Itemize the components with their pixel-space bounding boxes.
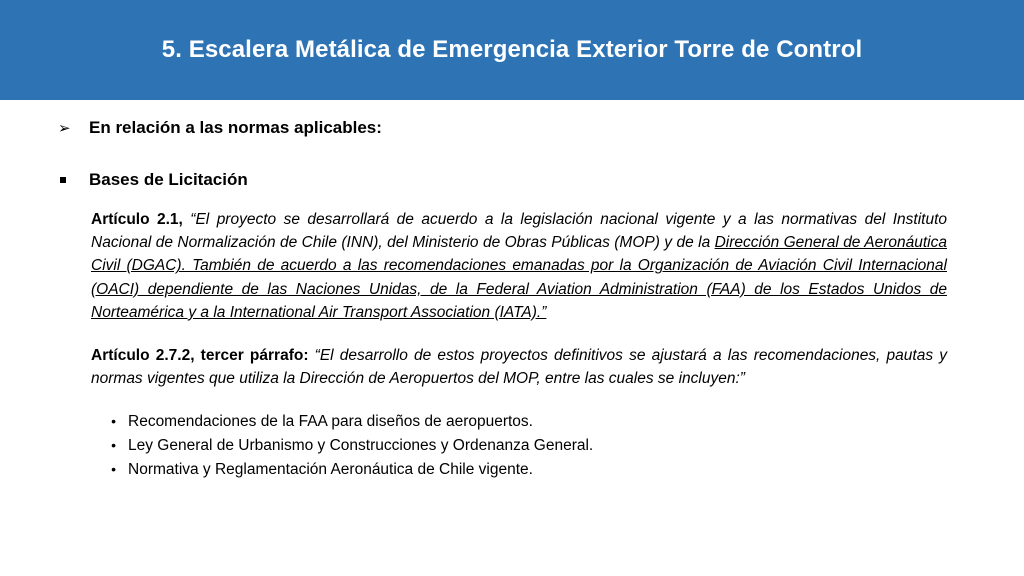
list-item-text: Ley General de Urbanismo y Construcciones y Ordenanza General.: [128, 437, 594, 455]
list-item: [58, 434, 950, 458]
subsection-heading-row: [58, 168, 950, 192]
bullet-dot-icon: •: [111, 460, 116, 477]
title-bar: [0, 0, 1024, 100]
list-item-text: Recomendaciones de la FAA para diseños de aeropuertos.: [128, 413, 533, 431]
standards-list: [58, 410, 950, 481]
section-heading-row: [58, 116, 950, 140]
square-bullet-icon: [60, 177, 66, 183]
article-2-7-2-label: Artículo 2.7.2, tercer párrafo:: [91, 347, 309, 365]
slide-content: [58, 116, 950, 481]
article-2-1-paragraph: [91, 208, 947, 324]
subsection-heading: Bases de Licitación: [89, 170, 248, 189]
slide-title: 5. Escalera Metálica de Emergencia Exterior Torre de Control: [161, 36, 863, 63]
article-2-7-2-paragraph: [91, 344, 947, 390]
article-2-1-label: Artículo 2.1,: [91, 211, 183, 228]
list-item-text: Normativa y Reglamentación Aeronáutica de Chile vigente.: [128, 460, 533, 478]
list-item: [58, 410, 950, 434]
list-item: [58, 458, 950, 482]
article-2-1-quote: “El proyecto se desarrollará de acuerdo a la legislación nacional vigente y a las normativas del Instituto Nacional de Normalización de Chile (INN), del Ministerio de Obras Públicas (MOP) y de la: [91, 211, 947, 252]
article-2-1-quote-underlined: Dirección General de Aeronáutica Civil (DGAC). También de acuerdo a las recomendaciones emanadas por la Organización de Aviación Civil Internacional (OACI) dependiente de las Naciones Unidas, de la Federal Aviation Administration (FAA) de los Estados Unidos de Norteamérica y a la International Air Transport Association (IATA).”: [91, 234, 947, 321]
arrow-bullet-icon: ➢: [58, 120, 71, 137]
article-2-7-2-quote: “El desarrollo de estos proyectos definitivos se ajustará a las recomendaciones, pautas y normas vigentes que utiliza la Dirección de Aeropuertos del MOP, entre las cuales se incluyen:”: [91, 347, 947, 388]
bullet-dot-icon: •: [111, 413, 116, 430]
section-heading: En relación a las normas aplicables:: [89, 118, 382, 137]
bullet-dot-icon: •: [111, 437, 116, 454]
